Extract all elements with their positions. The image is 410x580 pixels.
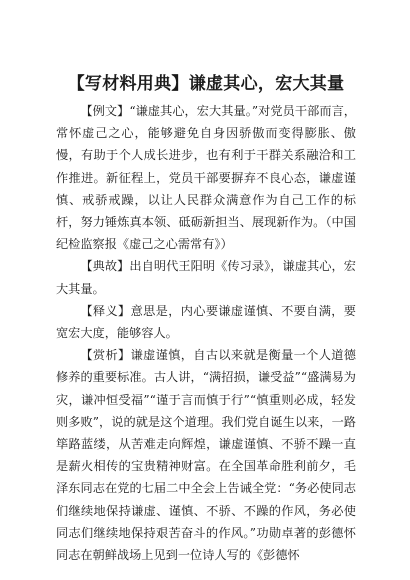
document-page: [56, 72, 356, 566]
paragraph-allusion: 【典故】出自明代王阳明《传习录》，谦虚其心，宏大其量。: [56, 259, 356, 296]
paragraph-appreciation: 【赏析】谦虚谨慎，自古以来就是衡量一个人道德修养的重要标准。古人讲，“满招损，谦受益”“盛满易为灾，谦冲恒受福”“谨于言而慎于行”“慎重则必成，轻发则多败”，说的就是这个道理。我们党自诞生以来，一路筚路蓝缕，从苦难走向辉煌，谦虚谨慎、不骄不躁一直是薪火相传的宝贵精神财富。在全国革命胜利前夕，毛泽东同志在党的七届二中全会上告诫全党：“务必使同志们继续地保持谦虚、谨慎、不骄、不躁的作风，务必使同志们继续地保持艰苦奋斗的作风。”功勋卓著的彭德怀同志在朝鲜战场上见到一位诗人写的《彭德怀: [56, 348, 356, 563]
document-title: 【写材料用典】谦虚其心，宏大其量: [67, 74, 345, 94]
paragraph-meaning: 【释义】意思是，内心要谦虚谨慎、不要自满，要宽宏大度，能够容人。: [56, 303, 356, 341]
paragraph-example: 【例文】“谦虚其心，宏大其量。”对党员干部而言，常怀虚己之心，能够避免自身因骄傲而变得膨胀、傲慢，有助于个人成长进步，也有利于干群关系融洽和工作推进。新征程上，党员干部要摒弃不良心态，谦虚谨慎、戒骄戒躁，以让人民群众满意作为自己工作的标杆，努力锤炼真本领、砥砺新担当、展现新作为。（中国纪检监察报《虚己之心需常有》）: [56, 104, 356, 252]
